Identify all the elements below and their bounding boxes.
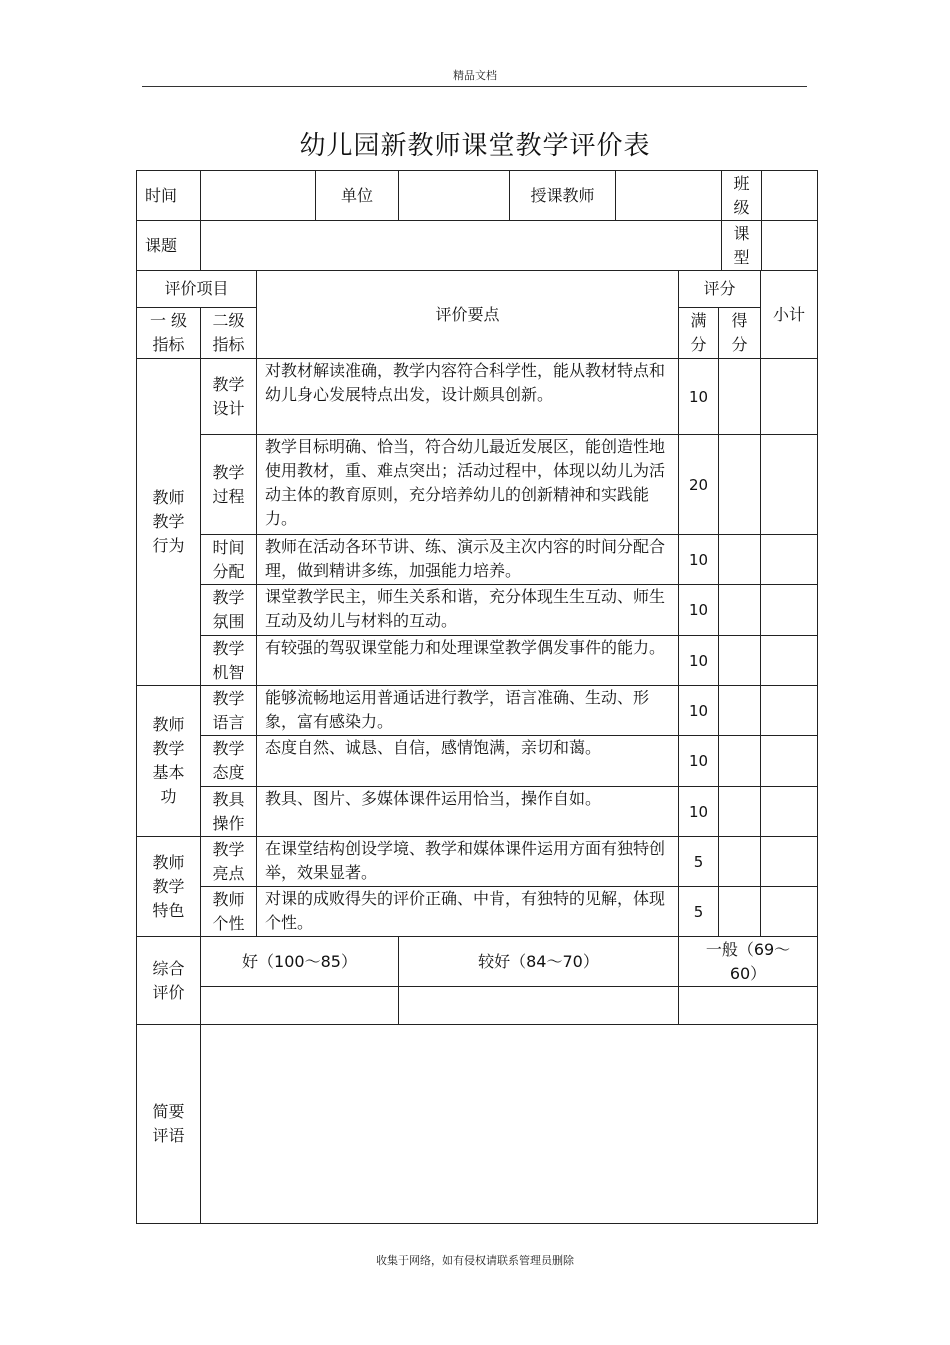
time-field[interactable]	[201, 171, 316, 221]
subtotal-input[interactable]	[761, 435, 818, 535]
criteria-point: 在课堂结构创设学境、教学和媒体课件运用方面有独特创举，效果显著。	[257, 837, 679, 887]
eval-item-header: 评价项目	[137, 271, 257, 308]
criteria-point: 有较强的驾驭课堂能力和处理课堂教学偶发事件的能力。	[257, 636, 679, 686]
full-score-value: 10	[679, 736, 719, 787]
class-label: 班级	[722, 171, 762, 221]
remarks-input[interactable]	[201, 1025, 818, 1224]
indicator-cell: 教学 过程	[201, 435, 257, 535]
criteria-point: 课堂教学民主，师生关系和谐，充分体现生生互动、师生互动及幼儿与材料的互动。	[257, 585, 679, 636]
full-score-header: 满 分	[679, 308, 719, 359]
score-input[interactable]	[719, 636, 761, 686]
grade-average-input[interactable]	[679, 987, 818, 1025]
full-score-value: 5	[679, 837, 719, 887]
indicator-cell: 教学 氛围	[201, 585, 257, 636]
criteria-point: 教具、图片、多媒体课件运用恰当，操作自如。	[257, 787, 679, 837]
subtotal-input[interactable]	[761, 837, 818, 887]
criteria-point: 态度自然、诚恳、自信，感情饱满，亲切和蔼。	[257, 736, 679, 787]
score-input[interactable]	[719, 535, 761, 585]
subtotal-input[interactable]	[761, 736, 818, 787]
criteria-point: 对课的成败得失的评价正确、中肯，有独特的见解，体现个性。	[257, 887, 679, 937]
lesson-type-field[interactable]	[762, 221, 818, 271]
indicator-cell: 教学 设计	[201, 359, 257, 435]
level1-header: 一 级 指标	[137, 308, 201, 359]
subtotal-input[interactable]	[761, 887, 818, 937]
full-score-value: 10	[679, 636, 719, 686]
teacher-field[interactable]	[616, 171, 722, 221]
indicator-cell: 教学 机智	[201, 636, 257, 686]
criteria-point: 教学目标明确、恰当，符合幼儿最近发展区，能创造性地使用教材，重、难点突出；活动过程中，体现以幼儿为活动主体的教育原则，充分培养幼儿的创新精神和实践能力。	[257, 435, 679, 535]
topic-field[interactable]	[201, 221, 722, 271]
grade-fairly-good: 较好（84～70）	[399, 937, 679, 987]
subtotal-input[interactable]	[761, 535, 818, 585]
group-label: 教师 教学 基本 功	[137, 686, 201, 837]
score-header: 评分	[679, 271, 761, 308]
indicator-cell: 教师 个性	[201, 887, 257, 937]
score-input[interactable]	[719, 837, 761, 887]
full-score-value: 10	[679, 585, 719, 636]
grade-fairly-good-input[interactable]	[399, 987, 679, 1025]
score-input[interactable]	[719, 585, 761, 636]
page-footer: 收集于网络，如有侵权请联系管理员删除	[376, 1254, 574, 1267]
group-label: 教师 教学 行为	[137, 359, 201, 686]
subtotal-input[interactable]	[761, 686, 818, 736]
page-title: 幼儿园新教师课堂教学评价表	[299, 131, 651, 161]
score-input[interactable]	[719, 887, 761, 937]
subtotal-header: 小计	[761, 271, 818, 359]
subtotal-input[interactable]	[761, 636, 818, 686]
subtotal-input[interactable]	[761, 787, 818, 837]
grade-good-input[interactable]	[201, 987, 399, 1025]
full-score-value: 10	[679, 359, 719, 435]
eval-points-header: 评价要点	[257, 271, 679, 359]
score-input[interactable]	[719, 736, 761, 787]
score-input[interactable]	[719, 359, 761, 435]
evaluation-table	[136, 170, 818, 1224]
class-field[interactable]	[762, 171, 818, 221]
grade-average: 一般（69～60）	[679, 937, 818, 987]
score-input[interactable]	[719, 435, 761, 535]
indicator-cell: 教学 亮点	[201, 837, 257, 887]
topic-label: 课题	[137, 221, 201, 271]
full-score-value: 10	[679, 535, 719, 585]
indicator-cell: 时间 分配	[201, 535, 257, 585]
group-label: 教师 教学 特色	[137, 837, 201, 937]
header-divider	[142, 86, 807, 87]
unit-label: 单位	[316, 171, 399, 221]
unit-field[interactable]	[399, 171, 510, 221]
full-score-value: 10	[679, 686, 719, 736]
criteria-point: 教师在活动各环节讲、练、演示及主次内容的时间分配合理，做到精讲多练，加强能力培养。	[257, 535, 679, 585]
criteria-point: 对教材解读准确，教学内容符合科学性，能从教材特点和幼儿身心发展特点出发，设计颇具创新。	[257, 359, 679, 435]
got-score-header: 得 分	[719, 308, 761, 359]
teacher-label: 授课教师	[510, 171, 616, 221]
full-score-value: 10	[679, 787, 719, 837]
level2-header: 二级 指标	[201, 308, 257, 359]
indicator-cell: 教学 语言	[201, 686, 257, 736]
subtotal-input[interactable]	[761, 585, 818, 636]
score-input[interactable]	[719, 686, 761, 736]
time-label: 时间	[137, 171, 201, 221]
full-score-value: 5	[679, 887, 719, 937]
overall-label: 综合 评价	[137, 937, 201, 1025]
subtotal-input[interactable]	[761, 359, 818, 435]
remarks-label: 简要 评语	[137, 1025, 201, 1224]
indicator-cell: 教具 操作	[201, 787, 257, 837]
page-header: 精品文档	[453, 69, 497, 82]
criteria-point: 能够流畅地运用普通话进行教学，语言准确、生动、形象，富有感染力。	[257, 686, 679, 736]
indicator-cell: 教学 态度	[201, 736, 257, 787]
score-input[interactable]	[719, 787, 761, 837]
grade-good: 好（100～85）	[201, 937, 399, 987]
lesson-type-label: 课型	[722, 221, 762, 271]
full-score-value: 20	[679, 435, 719, 535]
